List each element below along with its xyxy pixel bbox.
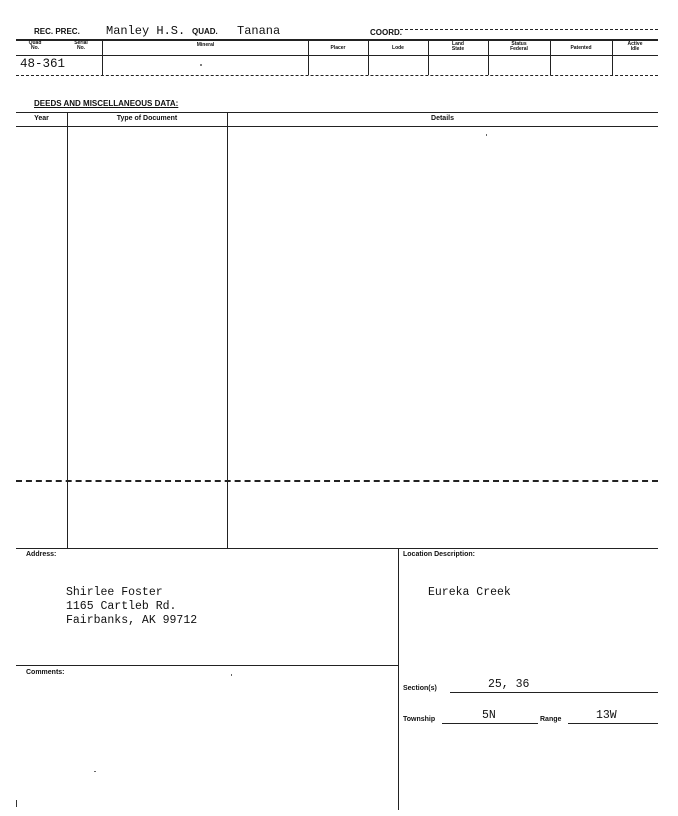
speck bbox=[231, 674, 232, 676]
deeds-header-rule bbox=[16, 126, 658, 127]
speck bbox=[16, 800, 17, 807]
address-line-1: Shirlee Foster bbox=[66, 586, 163, 599]
township-label: Township bbox=[403, 716, 436, 723]
record-bottom-rule bbox=[16, 75, 658, 76]
col-patented: Patented bbox=[570, 45, 592, 51]
deeds-type-divider bbox=[227, 112, 228, 549]
address-line-2: 1165 Cartleb Rd. bbox=[66, 600, 177, 613]
col-divider bbox=[550, 39, 551, 75]
sections-label: Section(s) bbox=[403, 685, 437, 692]
speck bbox=[486, 134, 487, 136]
township-underline bbox=[442, 723, 538, 724]
rec-prec-label: REC. PREC. bbox=[34, 27, 80, 36]
deeds-year-header: Year bbox=[34, 115, 49, 122]
quad-value: Tanana bbox=[237, 24, 281, 38]
comments-top-rule bbox=[16, 665, 398, 666]
deeds-bottom-rule bbox=[16, 548, 658, 549]
location-value: Eureka Creek bbox=[428, 586, 511, 599]
col-placer: Placer bbox=[330, 45, 346, 51]
deeds-section-title: DEEDS AND MISCELLANEOUS DATA: bbox=[34, 99, 179, 108]
comments-label: Comments: bbox=[26, 669, 65, 676]
col-quad-no: Quad No. bbox=[28, 40, 42, 51]
col-divider bbox=[612, 39, 613, 75]
col-serial-no: Serial No. bbox=[74, 40, 88, 51]
deeds-type-header: Type of Document bbox=[116, 115, 178, 122]
coord-label: COORD. bbox=[370, 28, 402, 37]
col-status-federal: Status Federal bbox=[510, 41, 528, 52]
address-line-3: Fairbanks, AK 99712 bbox=[66, 614, 198, 627]
col-divider bbox=[428, 39, 429, 75]
address-label: Address: bbox=[26, 551, 57, 558]
deeds-dashed-rule bbox=[16, 480, 658, 482]
speck bbox=[200, 64, 202, 66]
sections-value: 25, 36 bbox=[488, 678, 530, 691]
col-divider bbox=[488, 39, 489, 75]
speck bbox=[94, 771, 96, 772]
township-value: 5N bbox=[482, 709, 496, 722]
col-divider bbox=[368, 39, 369, 75]
coord-line bbox=[400, 29, 658, 30]
col-divider bbox=[308, 39, 309, 75]
deeds-details-header: Details bbox=[431, 115, 454, 122]
col-active-idle: Active Idle bbox=[627, 41, 643, 52]
col-lode: Lode bbox=[392, 45, 404, 51]
record-quad-no: 48-361 bbox=[20, 57, 66, 71]
header-rule bbox=[16, 39, 658, 41]
sections-underline bbox=[450, 692, 658, 693]
rec-prec-value: Manley H.S. bbox=[106, 24, 186, 38]
deeds-top-rule bbox=[16, 112, 658, 113]
range-value: 13W bbox=[596, 709, 617, 722]
column-header-rule bbox=[16, 55, 658, 56]
address-location-divider bbox=[398, 548, 399, 810]
quad-label: QUAD. bbox=[192, 27, 218, 36]
range-label: Range bbox=[540, 716, 562, 723]
col-divider bbox=[102, 39, 103, 75]
location-label: Location Description: bbox=[403, 551, 475, 558]
col-land-state: Land State bbox=[451, 41, 465, 52]
range-underline bbox=[568, 723, 658, 724]
deeds-year-divider bbox=[67, 112, 68, 549]
col-mineral: Mineral bbox=[196, 42, 215, 48]
